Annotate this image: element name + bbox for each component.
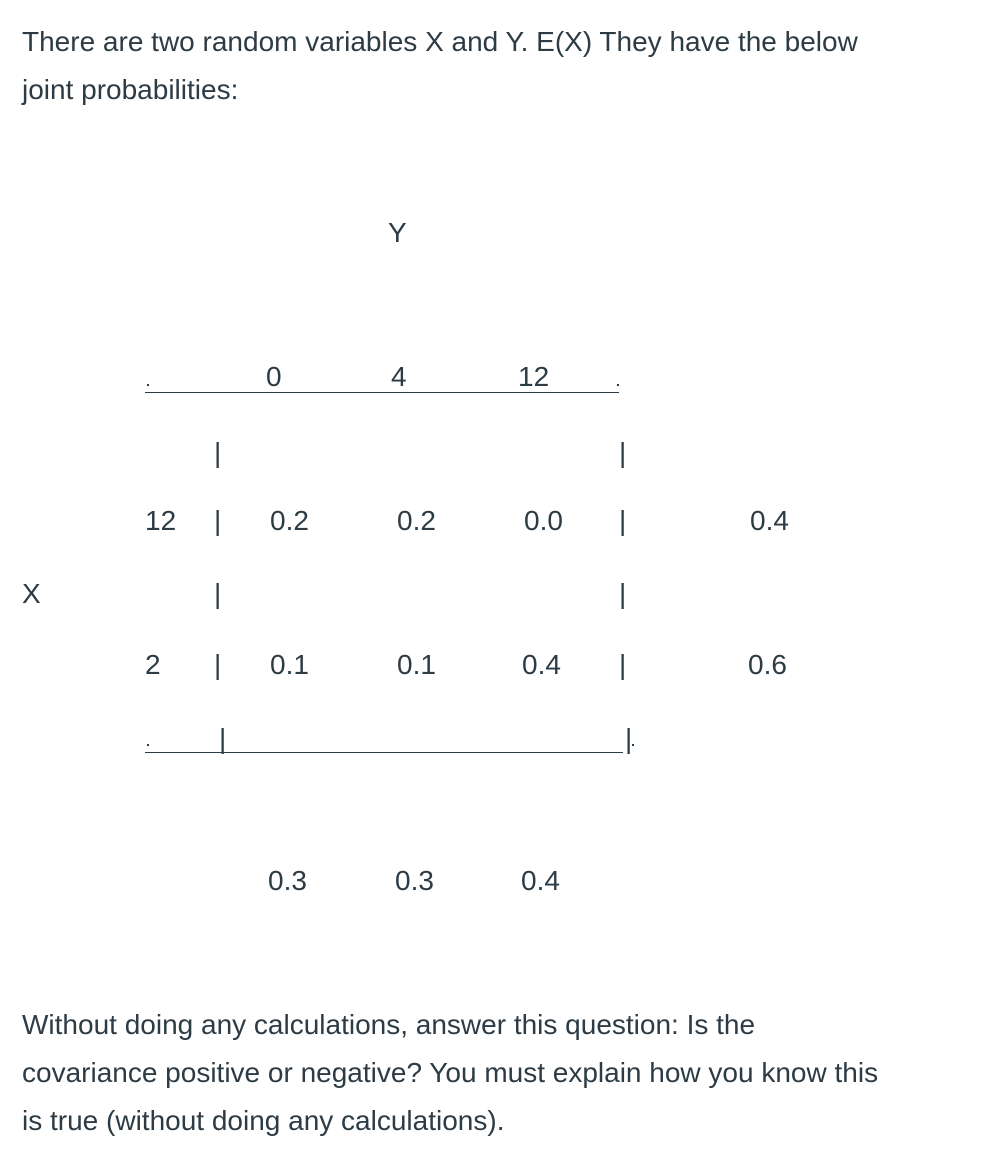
- dot-marker: [147, 744, 149, 746]
- left-border-bar: |: [219, 723, 227, 754]
- row-marginal: 0.6: [748, 649, 787, 680]
- left-border-bar: |: [214, 578, 222, 609]
- right-border-bar: |: [619, 505, 627, 536]
- left-border-bar: |: [214, 649, 222, 680]
- right-border-bar: |: [625, 723, 633, 754]
- probability-cell: 0.2: [270, 505, 309, 536]
- dot-marker: [617, 384, 619, 386]
- right-border-bar: |: [619, 437, 627, 468]
- bottom-border-line: [145, 752, 623, 753]
- left-border-bar: |: [214, 437, 222, 468]
- right-border-bar: |: [619, 578, 627, 609]
- y-value-1: 4: [391, 361, 407, 392]
- y-axis-label: Y: [388, 217, 407, 248]
- column-marginal: 0.3: [268, 865, 307, 896]
- intro-line-1: There are two random variables X and Y. E(X) They have the below: [22, 26, 858, 57]
- intro-paragraph: [22, 18, 858, 114]
- y-value-0: 0: [266, 361, 282, 392]
- column-marginal: 0.3: [395, 865, 434, 896]
- dot-marker: [147, 384, 149, 386]
- question-paragraph: [22, 1001, 878, 1145]
- question-line-1: Without doing any calculations, answer this question: Is the: [22, 1009, 756, 1040]
- probability-cell: 0.4: [522, 649, 561, 680]
- right-border-bar: |: [619, 649, 627, 680]
- left-border-bar: |: [214, 505, 222, 536]
- header-underline: [145, 392, 619, 393]
- question-line-3: is true (without doing any calculations).: [22, 1105, 505, 1136]
- probability-cell: 0.1: [270, 649, 309, 680]
- dot-marker: [632, 744, 634, 746]
- question-line-2: covariance positive or negative? You must explain how you know this: [22, 1057, 879, 1088]
- probability-cell: 0.1: [397, 649, 436, 680]
- probability-cell: 0.0: [524, 505, 563, 536]
- intro-line-2: joint probabilities:: [22, 74, 239, 105]
- x-value: 12: [145, 505, 177, 536]
- x-axis-label: X: [22, 578, 41, 609]
- column-marginal: 0.4: [521, 865, 560, 896]
- probability-cell: 0.2: [397, 505, 436, 536]
- x-value: 2: [145, 649, 161, 680]
- y-value-2: 12: [518, 361, 550, 392]
- row-marginal: 0.4: [750, 505, 789, 536]
